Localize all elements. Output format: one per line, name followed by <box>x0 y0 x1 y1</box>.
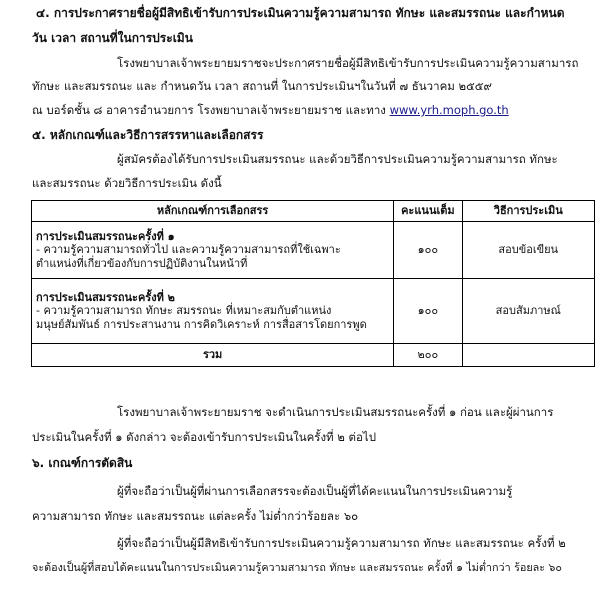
total-score: ๒๐๐ <box>394 344 462 367</box>
criteria-table <box>31 200 595 367</box>
score-cell: ๑๐๐ <box>394 279 462 344</box>
empty-cell <box>462 344 594 367</box>
website-link[interactable]: www.yrh.moph.go.th <box>389 103 509 117</box>
criteria-cell <box>32 279 394 344</box>
criteria-desc: - ความรู้ความสามารถทั่วไป และความรู้ความสามารถที่ใช้เฉพาะ <box>36 243 341 257</box>
method-cell: สอบข้อเขียน <box>462 222 594 279</box>
section-6-paragraph-line: ผู้ที่จะถือว่าเป็นผู้มีสิทธิเข้ารับการประเมินความรู้ความสามารถ ทักษะ และสมรรถนะ ครั้งที่ ๒ <box>117 536 566 550</box>
section-4-paragraph-text: ณ บอร์ดชั้น ๘ อาคารอำนวยการ โรงพยาบาลเจ้าพระยายมราช และทาง <box>32 103 386 117</box>
section-6-heading: ๖. เกณฑ์การตัดสิน <box>32 456 133 470</box>
section-5-after-line: ประเมินในครั้งที่ ๑ ดังกล่าว จะต้องเข้ารับการประเมินในครั้งที่ ๒ ต่อไป <box>32 430 376 444</box>
section-4-heading-cont: วัน เวลา สถานที่ในการประเมิน <box>32 31 193 45</box>
criteria-title: การประเมินสมรรถนะครั้งที่ ๑ <box>36 230 175 244</box>
column-header-score: คะแนนเต็ม <box>394 201 462 222</box>
section-6-paragraph-line: จะต้องเป็นผู้ที่สอบได้คะแนนในการประเมินความรู้ความสามารถ ทักษะ และสมรรถนะ ครั้งที่ ๑ ไม่ต่ำกว่า ร้อยละ ๖๐ <box>32 561 562 574</box>
total-label: รวม <box>32 344 394 367</box>
section-6-paragraph-line: ผู้ที่จะถือว่าเป็นผู้ที่ผ่านการเลือกสรรจะต้องเป็นผู้ที่ได้คะแนนในการประเมินความรู้ <box>117 484 513 498</box>
criteria-desc: - ความรู้ความสามารถ ทักษะ สมรรถนะ ที่เหมาะสมกับตำแหน่ง <box>36 304 332 318</box>
score-cell: ๑๐๐ <box>394 222 462 279</box>
column-header-method: วิธีการประเมิน <box>462 201 594 222</box>
section-5-heading: ๕. หลักเกณฑ์และวิธีการสรรหาและเลือกสรร <box>32 128 264 142</box>
table-header-row <box>32 201 595 222</box>
section-4-paragraph-line: โรงพยาบาลเจ้าพระยายมราชจะประกาศรายชื่อผู้มีสิทธิเข้ารับการประเมินความรู้ความสามารถ <box>117 56 579 70</box>
section-4-paragraph-line <box>32 104 509 118</box>
section-4-heading: ๔. การประกาศรายชื่อผู้มีสิทธิเข้ารับการประเมินความรู้ความสามารถ ทักษะ และสมรรถนะ และกำหนด <box>36 6 565 20</box>
section-5-paragraph-line: และสมรรถนะ ด้วยวิธีการประเมิน ดังนี้ <box>32 176 222 190</box>
table-total-row <box>32 344 595 367</box>
criteria-cell <box>32 222 394 279</box>
section-5-after-line: โรงพยาบาลเจ้าพระยายมราช จะดำเนินการประเมินสมรรถนะครั้งที่ ๑ ก่อน และผู้ผ่านการ <box>117 405 554 419</box>
section-6-paragraph-line: ความสามารถ ทักษะ และสมรรถนะ แต่ละครั้ง ไม่ต่ำกว่าร้อยละ ๖๐ <box>32 509 359 523</box>
table-row <box>32 279 595 344</box>
criteria-desc: มนุษย์สัมพันธ์ การประสานงาน การคิดวิเคราะห์ การสื่อสารโดยการพูด <box>36 317 367 331</box>
section-4-paragraph-line: ทักษะ และสมรรถนะ และ กำหนดวัน เวลา สถานที่ ในการประเมินฯในวันที่ ๗ ธันวาคม ๒๕๕๙ <box>32 79 492 93</box>
criteria-title: การประเมินสมรรถนะครั้งที่ ๒ <box>36 291 175 305</box>
criteria-desc: ตำแหน่งที่เกี่ยวข้องกับการปฏิบัติงานในหน้าที่ <box>36 256 248 270</box>
table-row <box>32 222 595 279</box>
method-cell: สอบสัมภาษณ์ <box>462 279 594 344</box>
section-5-paragraph-line: ผู้สมัครต้องได้รับการประเมินสมรรถนะ และด้วยวิธีการประเมินความรู้ความสามารถ ทักษะ <box>117 152 558 166</box>
column-header-criteria: หลักเกณฑ์การเลือกสรร <box>32 201 394 222</box>
